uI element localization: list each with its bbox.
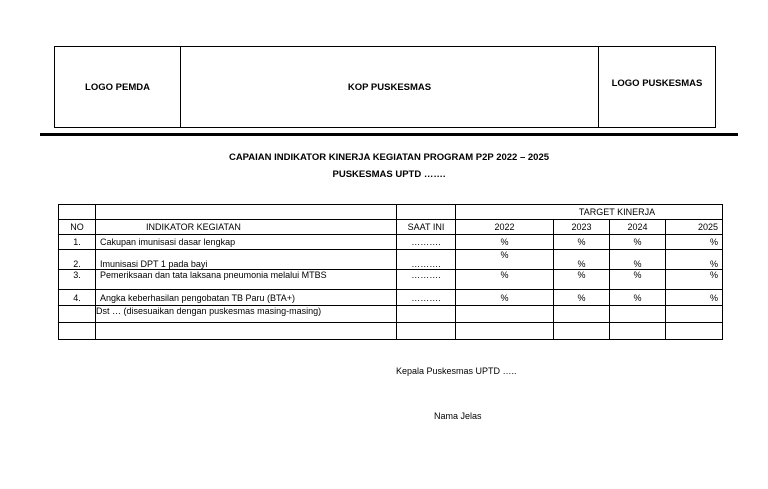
empty-cell <box>397 323 456 340</box>
signature-title: Kepala Puskesmas UPTD ….. <box>396 366 517 376</box>
row-target-2023: % <box>554 270 610 290</box>
row-indikator: Angka keberhasilan pengobatan TB Paru (BTA+) <box>96 290 397 306</box>
empty-cell <box>610 323 666 340</box>
note-2023 <box>554 306 610 323</box>
signature-name: Nama Jelas <box>434 411 482 421</box>
table-row <box>59 250 723 270</box>
header-saat-ini-top <box>397 205 456 220</box>
header-year-2023: 2023 <box>554 220 610 235</box>
row-indikator: Imunisasi DPT 1 pada bayi <box>96 250 397 270</box>
row-target-2022: % <box>456 250 554 270</box>
empty-cell <box>96 323 397 340</box>
row-target-2022: % <box>456 290 554 306</box>
note-saat-ini <box>397 306 456 323</box>
document-subtitle: PUSKESMAS UPTD ……. <box>332 169 446 180</box>
empty-cell <box>666 323 723 340</box>
document-title: CAPAIAN INDIKATOR KINERJA KEGIATAN PROGRAM P2P 2022 – 2025 <box>228 152 550 163</box>
row-target-2022: % <box>456 235 554 250</box>
row-indikator: Pemeriksaan dan tata laksana pneumonia melalui MTBS <box>96 270 397 290</box>
note-text: Dst … (disesuaikan dengan puskesmas masing-masing) <box>96 306 397 323</box>
row-target-2024: % <box>610 270 666 290</box>
row-no: 4. <box>59 290 96 306</box>
table-row <box>59 235 723 250</box>
logo-pemda-placeholder: LOGO PEMDA <box>55 47 181 127</box>
row-target-2025: % <box>666 270 723 290</box>
row-target-2025: % <box>666 290 723 306</box>
empty-cell <box>59 323 96 340</box>
empty-cell <box>456 323 554 340</box>
table-row <box>59 290 723 306</box>
table-header-row <box>59 220 723 235</box>
note-2022 <box>456 306 554 323</box>
row-saat-ini: ………. <box>397 235 456 250</box>
row-no: 1. <box>59 235 96 250</box>
row-no: 2. <box>59 250 96 270</box>
row-target-2025: % <box>666 235 723 250</box>
logo-puskesmas-placeholder: LOGO PUSKESMAS <box>611 78 703 89</box>
header-saat-ini: SAAT INI <box>397 220 456 235</box>
row-saat-ini: ………. <box>397 290 456 306</box>
header-divider <box>40 133 738 136</box>
header-target-kinerja: TARGET KINERJA <box>456 205 723 220</box>
kop-puskesmas: KOP PUSKESMAS <box>181 47 599 127</box>
letterhead-box <box>54 46 716 128</box>
header-no-top <box>59 205 96 220</box>
header-year-2025: 2025 <box>666 220 723 235</box>
header-year-2022: 2022 <box>456 220 554 235</box>
row-target-2024: % <box>610 250 666 270</box>
table-row <box>59 306 723 323</box>
row-target-2022: % <box>456 270 554 290</box>
indicator-table <box>58 204 723 340</box>
note-2024 <box>610 306 666 323</box>
row-target-2024: % <box>610 235 666 250</box>
note-2025 <box>666 306 723 323</box>
note-no <box>59 306 96 323</box>
row-target-2023: % <box>554 250 610 270</box>
row-target-2023: % <box>554 290 610 306</box>
header-indikator: INDIKATOR KEGIATAN <box>96 220 397 235</box>
empty-cell <box>554 323 610 340</box>
row-target-2025: % <box>666 250 723 270</box>
header-indikator-top <box>96 205 397 220</box>
table-header-row <box>59 205 723 220</box>
table-row <box>59 270 723 290</box>
table-row <box>59 323 723 340</box>
row-saat-ini: ………. <box>397 270 456 290</box>
row-target-2023: % <box>554 235 610 250</box>
row-saat-ini: ………. <box>397 250 456 270</box>
header-no: NO <box>59 220 96 235</box>
row-no: 3. <box>59 270 96 290</box>
header-year-2024: 2024 <box>610 220 666 235</box>
row-target-2024: % <box>610 290 666 306</box>
row-indikator: Cakupan imunisasi dasar lengkap <box>96 235 397 250</box>
